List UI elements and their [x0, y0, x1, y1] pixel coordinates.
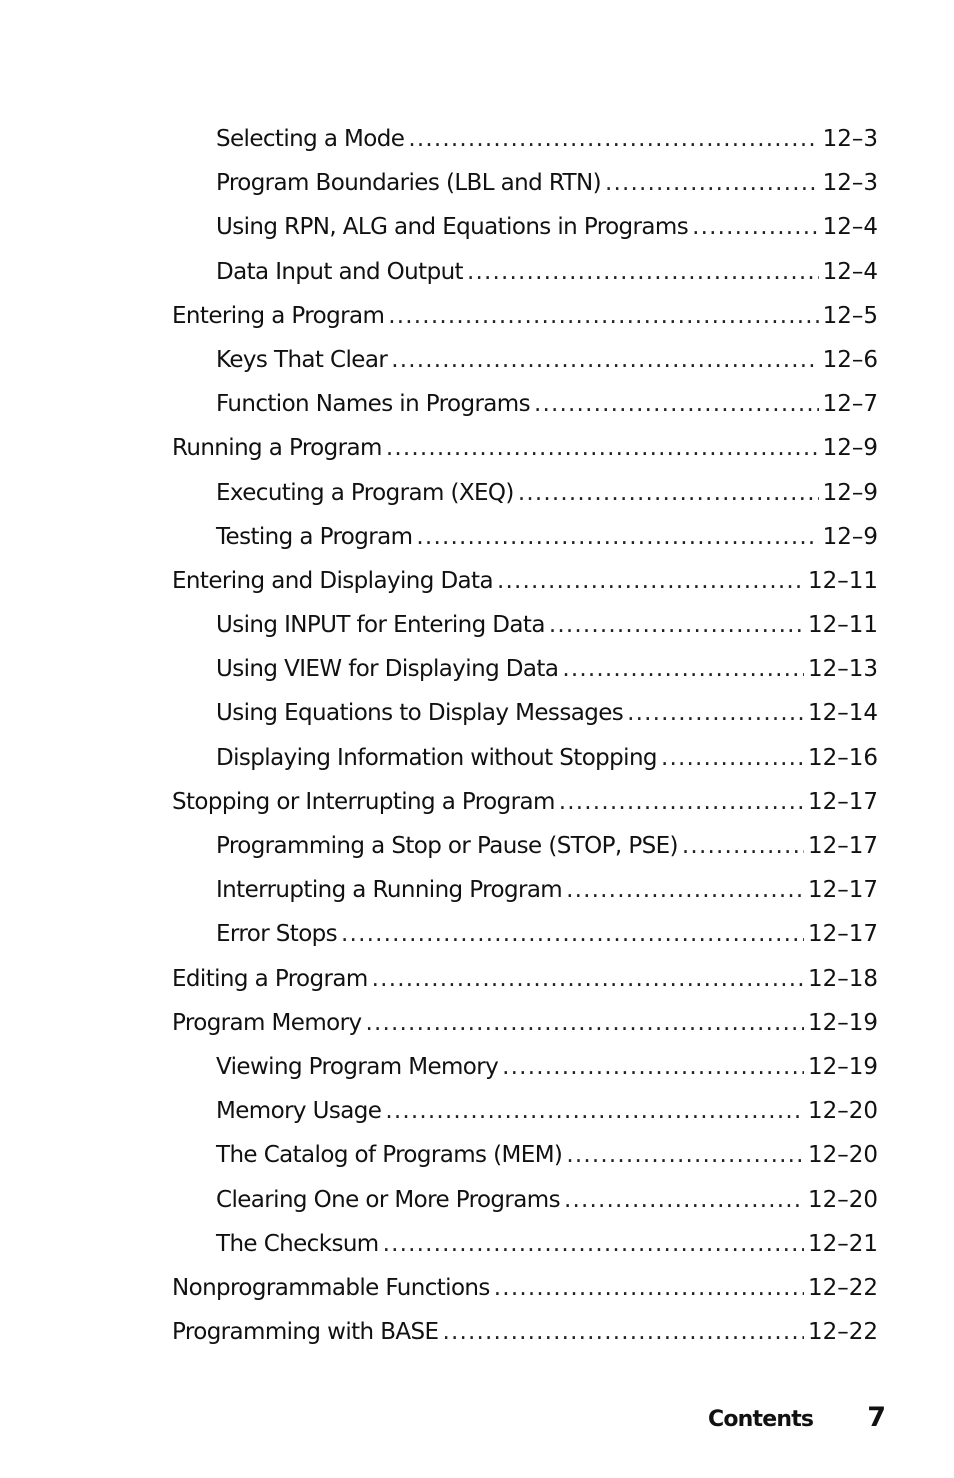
toc-entry[interactable] [172, 780, 878, 824]
dot-leader [692, 205, 818, 249]
footer-section-label: Contents [707, 1407, 814, 1432]
toc-entry-title: Program Memory [172, 1009, 362, 1036]
toc-entry[interactable] [172, 1045, 878, 1089]
page-footer [708, 1402, 886, 1433]
toc-entry-title: Editing a Program [172, 965, 368, 992]
table-of-contents [172, 117, 878, 1354]
toc-entry-page: 12–9 [822, 435, 878, 462]
dot-leader [416, 515, 818, 559]
toc-entry[interactable] [172, 471, 878, 515]
dot-leader [383, 1222, 804, 1266]
toc-entry-page: 12–18 [807, 965, 878, 992]
toc-entry-page: 12–9 [822, 479, 878, 506]
toc-entry-page: 12–14 [807, 700, 878, 727]
toc-entry-page: 12–22 [807, 1319, 878, 1346]
toc-entry[interactable] [172, 647, 878, 691]
toc-entry-page: 12–11 [807, 612, 878, 639]
dot-leader [385, 1089, 804, 1133]
toc-entry-title: Displaying Information without Stopping [216, 744, 657, 771]
toc-entry-page: 12–13 [807, 656, 878, 683]
toc-entry-title: Executing a Program (XEQ) [216, 479, 514, 506]
toc-entry-page: 12–3 [822, 126, 878, 152]
dot-leader [341, 912, 804, 956]
dot-leader [564, 1178, 804, 1222]
toc-entry[interactable] [172, 736, 878, 780]
dot-leader [494, 1266, 804, 1310]
toc-entry-page: 12–9 [822, 523, 878, 550]
dot-leader [391, 338, 818, 382]
dot-leader [682, 824, 804, 868]
toc-entry-title: Programming a Stop or Pause (STOP, PSE) [216, 833, 678, 859]
dot-leader [549, 603, 804, 647]
toc-entry[interactable] [172, 117, 878, 161]
toc-entry-title: Using RPN, ALG and Equations in Programs [216, 214, 689, 241]
dot-leader [559, 780, 804, 824]
toc-entry[interactable] [172, 1310, 878, 1354]
toc-entry-page: 12–4 [822, 258, 878, 285]
toc-entry[interactable] [172, 957, 878, 1001]
toc-entry-page: 12–19 [807, 1009, 878, 1036]
toc-entry-title: The Checksum [216, 1230, 379, 1257]
toc-entry-title: Entering and Displaying Data [172, 567, 493, 594]
dot-leader [442, 1310, 803, 1354]
dot-leader [386, 426, 819, 470]
toc-entry[interactable] [172, 250, 878, 294]
toc-entry-page: 12–6 [822, 346, 878, 373]
toc-entry-page: 12–4 [822, 214, 878, 241]
toc-entry[interactable] [172, 205, 878, 249]
toc-entry[interactable] [172, 1089, 878, 1133]
toc-entry-page: 12–5 [822, 302, 878, 329]
toc-entry-page: 12–21 [807, 1230, 878, 1257]
dot-leader [562, 647, 804, 691]
toc-entry[interactable] [172, 426, 878, 470]
toc-entry-title: Data Input and Output [216, 258, 463, 285]
toc-entry-page: 12–17 [807, 833, 878, 859]
toc-entry[interactable] [172, 1133, 878, 1177]
toc-entry-title: Running a Program [172, 435, 382, 462]
dot-leader [497, 559, 804, 603]
toc-entry[interactable] [172, 1001, 878, 1045]
dot-leader [566, 868, 804, 912]
toc-entry-page: 12–17 [807, 788, 878, 815]
dot-leader [605, 161, 819, 205]
toc-entry-page: 12–7 [822, 391, 878, 418]
toc-entry[interactable] [172, 912, 878, 956]
dot-leader [534, 382, 819, 426]
dot-leader [388, 294, 818, 338]
toc-entry-title: Interrupting a Running Program [216, 877, 563, 904]
footer-page-number: 7 [867, 1402, 886, 1433]
toc-entry-title: Programming with BASE [172, 1319, 439, 1346]
toc-entry-title: Clearing One or More Programs [216, 1186, 560, 1213]
toc-entry-title: Program Boundaries (LBL and RTN) [216, 170, 601, 197]
toc-entry-title: Using VIEW for Displaying Data [216, 656, 559, 683]
toc-entry-title: Testing a Program [216, 523, 413, 550]
toc-entry-page: 12–20 [807, 1098, 878, 1125]
toc-entry[interactable] [172, 1266, 878, 1310]
toc-entry-title: Selecting a Mode [216, 126, 405, 152]
toc-entry-page: 12–17 [807, 921, 878, 948]
dot-leader [366, 1001, 804, 1045]
dot-leader [408, 117, 818, 161]
toc-entry-page: 12–19 [807, 1053, 878, 1080]
toc-entry-page: 12–3 [822, 170, 878, 197]
toc-entry-page: 12–22 [807, 1274, 878, 1301]
toc-entry-page: 12–20 [807, 1186, 878, 1213]
toc-entry[interactable] [172, 1222, 878, 1266]
toc-entry-title: Nonprogrammable Functions [172, 1274, 490, 1301]
toc-entry-title: Keys That Clear [216, 346, 388, 373]
toc-entry[interactable] [172, 515, 878, 559]
dot-leader [627, 691, 804, 735]
toc-entry[interactable] [172, 603, 878, 647]
toc-entry-title: Function Names in Programs [216, 391, 530, 418]
dot-leader [372, 957, 804, 1001]
toc-entry-title: Memory Usage [216, 1098, 382, 1125]
toc-entry-page: 12–20 [807, 1142, 878, 1169]
dot-leader [566, 1133, 804, 1177]
dot-leader [518, 471, 819, 515]
toc-entry[interactable] [172, 824, 878, 868]
toc-entry[interactable] [172, 294, 878, 338]
toc-entry-title: Error Stops [216, 921, 338, 948]
toc-entry-title: Viewing Program Memory [216, 1053, 499, 1080]
toc-entry[interactable] [172, 559, 878, 603]
toc-entry[interactable] [172, 691, 878, 735]
toc-entry-page: 12–17 [807, 877, 878, 904]
toc-entry-title: Using INPUT for Entering Data [216, 612, 545, 639]
dot-leader [467, 250, 819, 294]
toc-entry-page: 12–16 [807, 744, 878, 771]
toc-entry[interactable] [172, 382, 878, 426]
toc-entry-title: Entering a Program [172, 302, 385, 329]
dot-leader [661, 736, 804, 780]
toc-entry[interactable] [172, 338, 878, 382]
toc-entry-title: Using Equations to Display Messages [216, 700, 624, 727]
toc-entry[interactable] [172, 1178, 878, 1222]
toc-entry-page: 12–11 [807, 567, 878, 594]
dot-leader [502, 1045, 804, 1089]
toc-entry[interactable] [172, 868, 878, 912]
toc-entry-title: Stopping or Interrupting a Program [172, 788, 555, 815]
toc-entry[interactable] [172, 161, 878, 205]
toc-entry-title: The Catalog of Programs (MEM) [216, 1142, 563, 1169]
